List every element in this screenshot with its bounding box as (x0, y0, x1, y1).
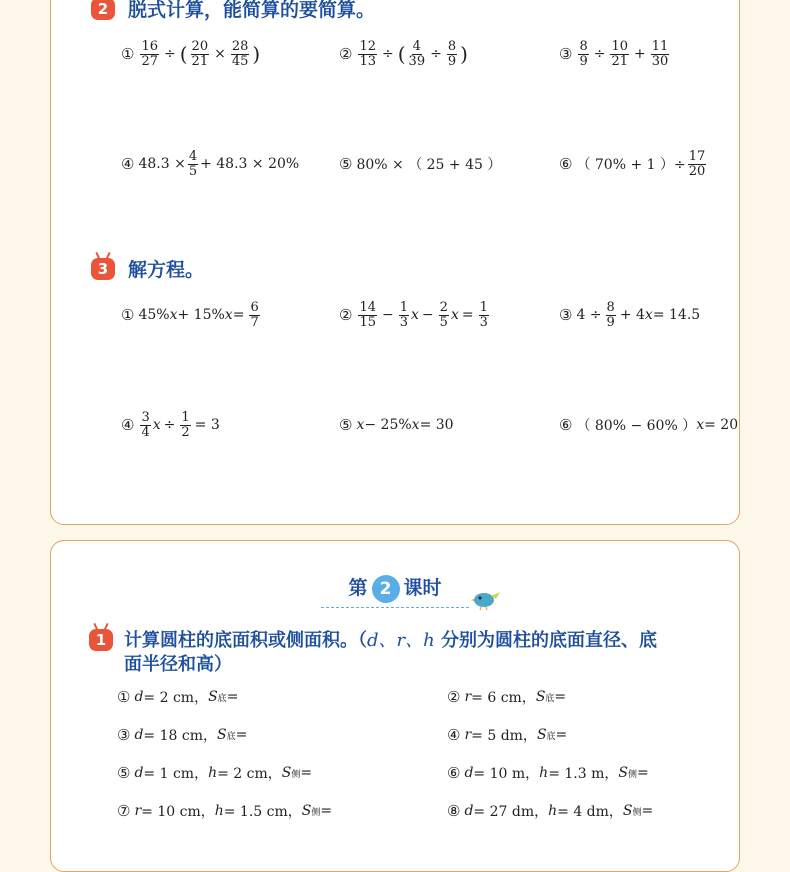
fraction: $\frac{8}{9}$ (579, 38, 588, 69)
fraction: $\frac{17}{20}$ (688, 148, 706, 179)
calc-problem-2: ② $\frac{12}{13}$ ÷ ( $\frac{4}{39}$ ÷ $\frac{8}{9}$ ) (339, 38, 468, 69)
section-1-header (89, 629, 657, 677)
measure-item-8: ⑧ d = 27 dm， h = 4 dm， S 侧 = (447, 802, 654, 820)
problem-number: ① (121, 45, 135, 63)
lesson-title (51, 573, 739, 603)
fraction: $\frac{4}{5}$ (188, 148, 198, 179)
measure-item-2: ② r = 6 cm， S 底 = (447, 688, 567, 706)
problem-number: ⑥ (559, 155, 573, 173)
fraction: $\frac{28}{45}$ (231, 38, 249, 69)
operator: × (214, 46, 226, 62)
problem-number: ① (121, 306, 135, 324)
fraction: $\frac{1}{3}$ (479, 299, 488, 330)
expression-text: + 48.3 × 20% (200, 156, 300, 172)
fraction: $\frac{14}{15}$ (359, 299, 376, 330)
section-2-badge: 2 (91, 0, 115, 20)
fraction: $\frac{1}{3}$ (399, 299, 409, 330)
measure-item-6: ⑥ d = 10 m， h = 1.3 m， S 侧 = (447, 764, 649, 782)
section-3-title: 解方程。 (128, 259, 205, 281)
expression-text: 80% × （ 25 + 45 ） (356, 157, 502, 173)
problem-number: ③ (559, 45, 573, 63)
equation-3: ③ 4 ÷ $\frac{8}{9}$ + 4 x = 14.5 (559, 299, 701, 330)
fraction: $\frac{12}{13}$ (359, 38, 376, 69)
measure-item-4: ④ r = 5 dm， S 底 = (447, 726, 568, 744)
fraction: $\frac{16}{27}$ (141, 38, 158, 69)
problem-number: ④ (121, 155, 135, 173)
problem-number: ④ (121, 416, 135, 434)
problem-number: ⑤ (339, 416, 353, 434)
fraction: $\frac{11}{30}$ (651, 38, 669, 69)
title-variables: d、r、h (367, 630, 435, 651)
operator: ÷ (382, 46, 394, 62)
calc-problem-3 (559, 34, 671, 74)
operator: ÷ (593, 46, 606, 62)
section-2-header (91, 0, 375, 22)
fraction: $\frac{8}{9}$ (606, 299, 615, 330)
equation-5: ⑤ x − 25% x = 30 (339, 416, 454, 434)
section-3-header (91, 258, 204, 282)
calc-problem-6 (559, 144, 708, 184)
section-2-title: 脱式计算，能简算的要简算。 (128, 0, 376, 21)
problem-number: ⑥ (559, 416, 573, 434)
measure-item-1: ① d = 2 cm， S 底 = (117, 688, 239, 706)
lesson-suffix: 课时 (403, 577, 442, 599)
measure-item-5: ⑤ d = 1 cm， h = 2 cm， S 侧 = (117, 764, 313, 782)
problem-number: ③ (559, 306, 573, 324)
fraction: $\frac{4}{39}$ (408, 38, 426, 69)
equation-6: ⑥ （ 80% − 60% ） x = 20 (559, 416, 739, 434)
title-part: 计算圆柱的底面积或侧面积。（ (124, 630, 367, 651)
lesson-prefix: 第 (348, 577, 368, 599)
bird-icon (471, 587, 501, 611)
lesson-number-badge: 2 (372, 575, 400, 603)
problem-number: ② (339, 306, 353, 324)
operator: ÷ (164, 46, 176, 62)
fraction: $\frac{20}{21}$ (191, 38, 209, 69)
title-part: 面半径和高） (124, 654, 232, 675)
expression-text: 48.3 × (138, 156, 186, 172)
equation-4: ④ $\frac{3}{4}$ x ÷ $\frac{1}{2}$ = 3 (121, 409, 220, 440)
lesson-underline (321, 607, 469, 608)
fraction: $\frac{8}{9}$ (447, 38, 457, 69)
expression-text: （ 70% + 1 ）÷ (576, 157, 686, 173)
equation-2: ② $\frac{14}{15}$ − $\frac{1}{3}$ x − $\frac{2}{5}$ x = $\frac{1}{3}$ (339, 299, 488, 330)
calc-problem-5 (339, 144, 501, 184)
problem-number: ⑤ (339, 155, 353, 173)
section-3-badge: 3 (91, 258, 115, 280)
problem-number: ② (339, 45, 353, 63)
section-1-title (124, 629, 657, 677)
fraction: $\frac{10}{21}$ (611, 38, 629, 69)
fraction: $\frac{6}{7}$ (250, 299, 259, 330)
measure-item-3: ③ d = 18 cm， S 底 = (117, 726, 248, 744)
exercise-card-1 (50, 0, 740, 525)
title-part: 分别为圆柱的底面直径、底 (441, 630, 658, 651)
calc-problem-1: ① $\frac{16}{27}$ ÷ ( $\frac{20}{21}$ × $\frac{28}{45}$ ) (121, 38, 261, 69)
exercise-card-2 (50, 540, 740, 872)
fraction: $\frac{3}{4}$ (141, 409, 150, 440)
fraction: $\frac{1}{2}$ (181, 409, 190, 440)
operator: + (634, 46, 646, 62)
calc-problem-4 (121, 144, 299, 184)
measure-item-7: ⑦ r = 10 cm， h = 1.5 cm， S 侧 = (117, 802, 333, 820)
equation-1: ① 45% x + 15% x = $\frac{6}{7}$ (121, 299, 259, 330)
section-1-badge: 1 (89, 629, 113, 651)
fraction: $\frac{2}{5}$ (439, 299, 448, 330)
operator: ÷ (430, 46, 442, 62)
